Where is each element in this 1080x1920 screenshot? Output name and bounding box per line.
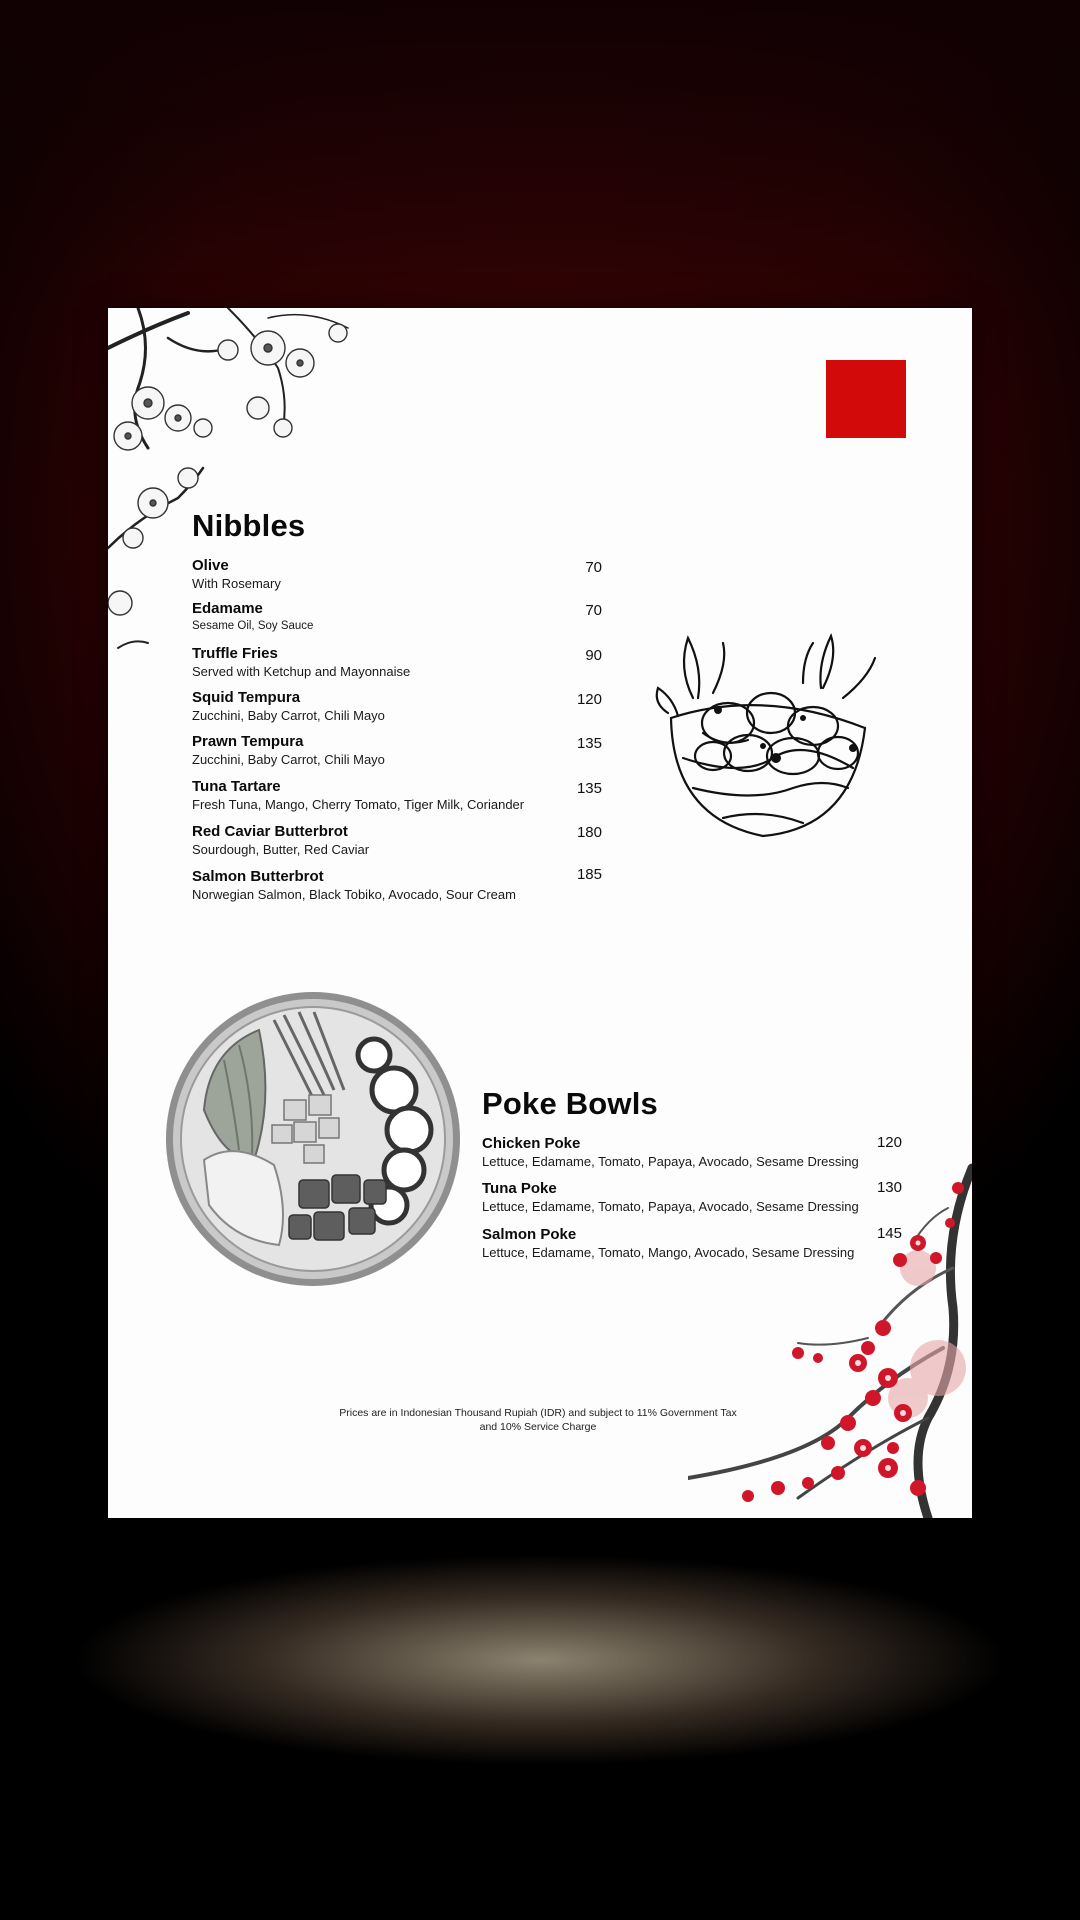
poke-bowl-icon: [164, 990, 462, 1288]
item-price: 70: [585, 602, 602, 619]
menu-page: [108, 308, 972, 1518]
price-disclaimer: [328, 1406, 748, 1434]
item-desc: Lettuce, Edamame, Tomato, Papaya, Avocado, Sesame Dressing: [482, 1199, 859, 1214]
item-desc: Lettuce, Edamame, Tomato, Papaya, Avocado, Sesame Dressing: [482, 1154, 859, 1169]
menu-item: [192, 778, 602, 813]
item-name: Prawn Tempura: [192, 733, 304, 750]
item-name: Tuna Poke: [482, 1180, 557, 1197]
item-name: Edamame: [192, 600, 263, 617]
item-price: 70: [585, 559, 602, 576]
item-name: Chicken Poke: [482, 1135, 581, 1152]
item-desc: Served with Ketchup and Mayonnaise: [192, 664, 411, 679]
item-name: Red Caviar Butterbrot: [192, 823, 348, 840]
menu-item: [192, 645, 602, 680]
item-desc: Fresh Tuna, Mango, Cherry Tomato, Tiger Milk, Coriander: [192, 797, 525, 812]
menu-item: [192, 868, 602, 903]
item-price: 135: [576, 780, 602, 797]
backdrop-fade: [0, 0, 1080, 320]
poke-bowls-title: Poke Bowls: [482, 1086, 658, 1121]
item-desc: Lettuce, Edamame, Tomato, Mango, Avocado, Sesame Dressing: [482, 1245, 855, 1260]
menu-item: [192, 823, 602, 858]
item-desc: With Rosemary: [192, 576, 281, 591]
menu-item: [192, 689, 602, 724]
disclaimer-line-2: and 10% Service Charge: [479, 1421, 597, 1433]
item-price: 180: [576, 824, 602, 841]
item-price: 130: [876, 1179, 902, 1196]
red-cherry-blossom-branch-icon: [688, 1148, 972, 1518]
item-name: Truffle Fries: [192, 645, 278, 662]
accent-square: [826, 360, 906, 438]
item-price: 120: [876, 1134, 902, 1151]
olive-bowl-icon: [653, 628, 883, 858]
item-desc: Zucchini, Baby Carrot, Chili Mayo: [192, 708, 385, 723]
item-price: 120: [576, 691, 602, 708]
item-name: Salmon Poke: [482, 1226, 577, 1243]
item-name: Salmon Butterbrot: [192, 868, 324, 885]
item-name: Tuna Tartare: [192, 778, 281, 795]
item-desc: Sourdough, Butter, Red Caviar: [192, 842, 370, 857]
disclaimer-line-1: Prices are in Indonesian Thousand Rupiah (IDR) and subject to 11% Government Tax: [339, 1407, 737, 1419]
item-price: 90: [585, 647, 602, 664]
item-price: 185: [576, 866, 602, 883]
item-price: 145: [876, 1225, 902, 1242]
menu-item: [192, 600, 602, 635]
menu-item: [192, 557, 602, 592]
item-desc: Zucchini, Baby Carrot, Chili Mayo: [192, 752, 385, 767]
nibbles-title: Nibbles: [192, 508, 306, 543]
item-price: 135: [576, 735, 602, 752]
item-desc: Norwegian Salmon, Black Tobiko, Avocado, Sour Cream: [192, 887, 516, 902]
menu-item: [192, 733, 602, 768]
item-desc: Sesame Oil, Soy Sauce: [192, 620, 314, 632]
item-name: Squid Tempura: [192, 689, 301, 706]
item-name: Olive: [192, 557, 229, 574]
